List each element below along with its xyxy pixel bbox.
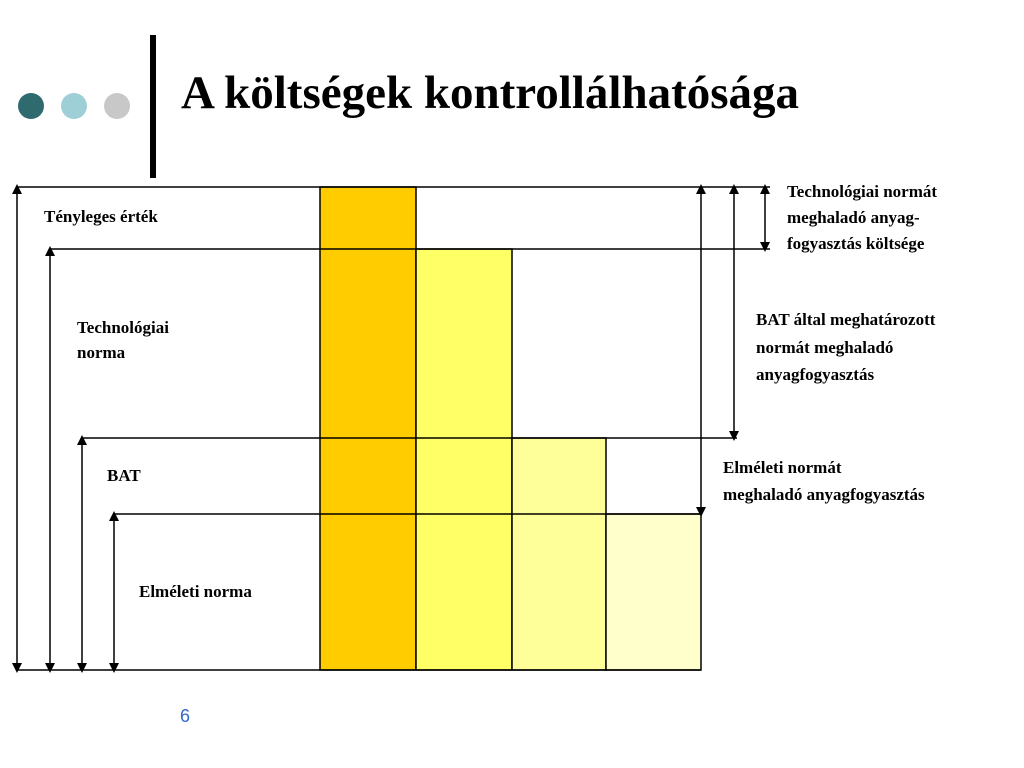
- column-bat: [512, 438, 606, 670]
- label-tech-excess-2: meghaladó anyag-: [787, 208, 920, 227]
- label-tech-norm-2: norma: [77, 343, 126, 362]
- page-number: 6: [180, 706, 191, 726]
- slide-title: A költségek kontrollálhatósága: [181, 67, 800, 119]
- column-tech-norm: [416, 249, 512, 670]
- column-theory-norm: [606, 514, 701, 670]
- label-bat-excess-2: normát meghaladó: [756, 338, 894, 357]
- label-bat-excess-1: BAT által meghatározott: [756, 310, 936, 329]
- label-bat-excess-3: anyagfogyasztás: [756, 365, 875, 384]
- label-bat: BAT: [107, 466, 141, 485]
- label-tech-excess-3: fogyasztás költsége: [787, 234, 925, 253]
- label-theory-norm: Elméleti norma: [139, 582, 252, 601]
- label-tech-excess-1: Technológiai normát: [787, 182, 938, 201]
- label-theory-excess-2: meghaladó anyagfogyasztás: [723, 485, 925, 504]
- label-theory-excess-1: Elméleti normát: [723, 458, 842, 477]
- column-actual: [320, 187, 416, 670]
- label-tech-norm-1: Technológiai: [77, 318, 169, 337]
- label-actual-value: Tényleges érték: [44, 207, 158, 226]
